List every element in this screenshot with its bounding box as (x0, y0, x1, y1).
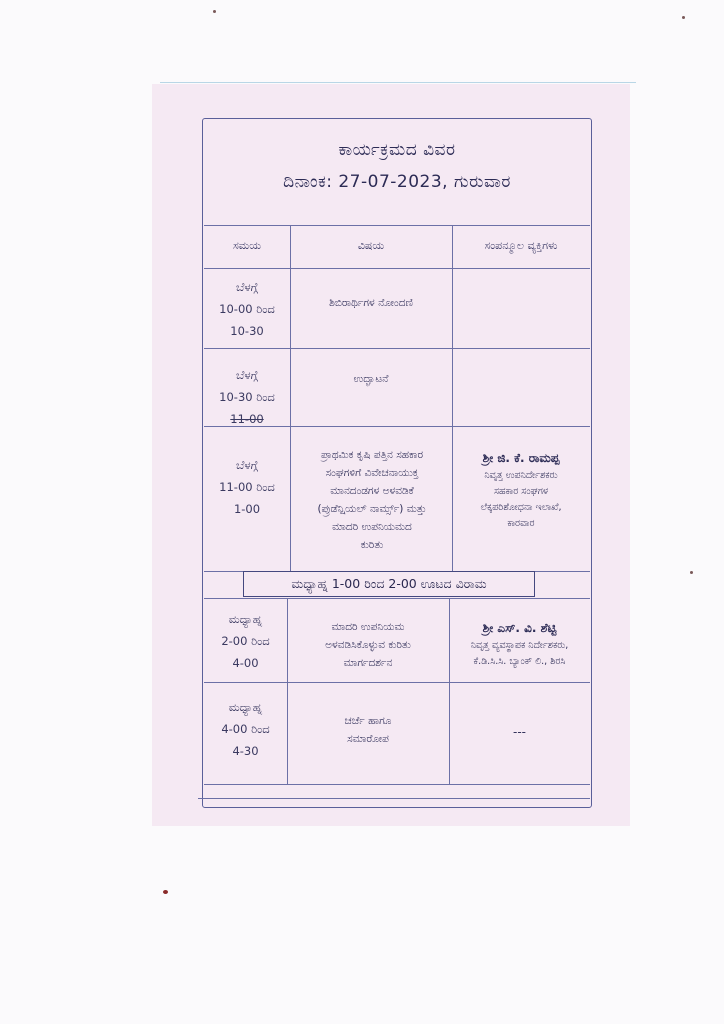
header-resource-persons: ಸಂಪನ್ಮೂಲ ವ್ಯಕ್ತಿಗಳು (484, 239, 558, 252)
time-line: ಮಧ್ಯಾಹ್ನ (228, 700, 263, 714)
table-rule (204, 268, 590, 269)
row-5-time (204, 696, 287, 762)
row-5-topic (287, 712, 449, 748)
topic-line: ಪ್ರಾಥಮಿಕ ಕೃಷಿ ಪತ್ತಿನ ಸಹಕಾರ (320, 449, 424, 461)
time-line: 4-00 (232, 656, 259, 670)
row-5-resource: --- (513, 725, 526, 739)
row-3-resource (452, 448, 590, 532)
topic-line: ಕುರಿತು (360, 539, 384, 551)
time-line: ಬೆಳಗ್ಗೆ (236, 280, 258, 294)
document-date: ದಿನಾಂಕ: 27-07-2023, ಗುರುವಾರ (283, 172, 511, 192)
row-4-time (204, 608, 287, 674)
row-1-topic (290, 294, 452, 312)
time-line: ಮಧ್ಯಾಹ್ನ (228, 612, 263, 626)
row-2-time (204, 364, 290, 430)
column-rule (290, 225, 291, 571)
resource-person-name: ಶ್ರೀ ಎಸ್. ವಿ. ಶೆಟ್ಟಿ (482, 621, 557, 635)
header-time: ಸಮಯ (232, 239, 262, 252)
row-2-topic (290, 370, 452, 388)
paper-speck (682, 16, 685, 19)
table-rule (204, 598, 590, 599)
resource-desc-line: ಕೆ.ಡಿ.ಸಿ.ಸಿ. ಬ್ಯಾಂಕ್ ಲಿ., ಶಿರಸಿ (473, 656, 566, 667)
time-line: 4-30 (232, 744, 259, 758)
paper-speck (163, 890, 168, 894)
lunch-break-banner: ಮಧ್ಯಾಹ್ನ 1-00 ರಿಂದ 2-00 ಊಟದ ವಿರಾಮ (243, 571, 535, 597)
topic-line: ಶಿಬಿರಾರ್ಥಿಗಳ ನೋಂದಣಿ (329, 297, 413, 309)
resource-desc-line: ನಿವೃತ್ತ ವ್ಯವಸ್ಥಾಪಕ ನಿರ್ದೇಶಕರು, (470, 640, 569, 651)
time-line: 4-00 ರಿಂದ (221, 722, 270, 736)
topic-line: (ಪ್ರುಡೆನ್ಷಿಯಲ್ ನಾರ್ಮ್ಸ್) ಮತ್ತು (317, 503, 427, 515)
time-line: 10-30 ರಿಂದ (219, 390, 275, 404)
table-rule (204, 784, 590, 785)
resource-person-name: ಶ್ರೀ ಜಿ. ಕೆ. ರಾಮಪ್ಪ (482, 451, 560, 465)
frame-bottom-rule (198, 798, 590, 799)
paper-speck (690, 571, 693, 574)
time-line: 11-00 (230, 412, 264, 426)
topic-line: ಮಾದರಿ ಉಪನಿಯಮದ (332, 521, 412, 533)
row-3-time (204, 454, 290, 520)
row-4-resource (449, 618, 590, 670)
topic-line: ಸಂಘಗಳಿಗೆ ವಿವೇಚನಾಯುಕ್ತ (325, 467, 419, 479)
table-rule (204, 225, 590, 226)
topic-line: ಉದ್ಘಾಟನೆ (353, 373, 389, 385)
row-3-topic (292, 446, 452, 554)
topic-line: ಮಾದರಿ ಉಪನಿಯಮ (331, 621, 405, 633)
resource-desc-line: ಕಾರವಾರ (507, 518, 535, 529)
time-line: 11-00 ರಿಂದ (219, 480, 275, 494)
topic-line: ಅಳವಡಿಸಿಕೊಳ್ಳುವ ಕುರಿತು (325, 639, 411, 651)
row-4-topic (287, 618, 449, 672)
title-block (204, 140, 590, 192)
table-rule (204, 348, 590, 349)
resource-desc-line: ನಿವೃತ್ತ ಉಪನಿರ್ದೇಶಕರು (484, 470, 558, 481)
time-line: ಬೆಳಗ್ಗೆ (236, 458, 258, 472)
time-line: 10-00 ರಿಂದ (219, 302, 275, 316)
time-line: 1-00 (233, 502, 261, 516)
header-topic: ವಿಷಯ (357, 239, 385, 252)
row-1-time (204, 276, 290, 342)
topic-line: ಚರ್ಚೆ ಹಾಗೂ (344, 715, 392, 727)
paper-speck (213, 10, 216, 13)
resource-desc-line: ಲೆಕ್ಕಪರಿಶೋಧನಾ ಇಲಾಖೆ, (480, 502, 562, 513)
document-title: ಕಾರ್ಯಕ್ರಮದ ವಿವರ (338, 140, 456, 160)
topic-line: ಸಮಾರೋಪ (347, 733, 389, 745)
sheet-top-edge (160, 82, 636, 83)
table-rule (204, 682, 590, 683)
resource-desc-line: ಸಹಕಾರ ಸಂಘಗಳ (494, 486, 548, 497)
topic-line: ಮಾನದಂಡಗಳ ಅಳವಡಿಕೆ (330, 485, 414, 497)
time-line: 10-30 (230, 324, 264, 338)
time-line: ಬೆಳಗ್ಗೆ (236, 368, 258, 382)
topic-line: ಮಾರ್ಗದರ್ಶನ (343, 657, 393, 669)
time-line: 2-00 ರಿಂದ (221, 634, 270, 648)
